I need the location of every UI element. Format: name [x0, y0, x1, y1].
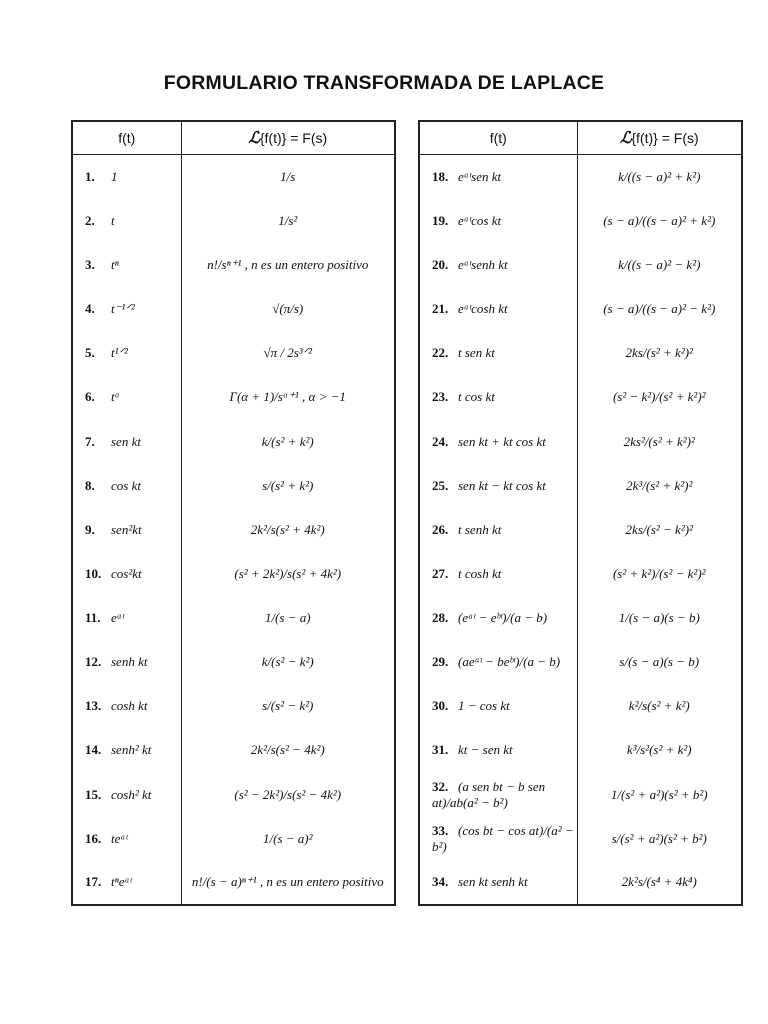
table-row [72, 773, 395, 817]
function-cell [419, 155, 577, 199]
table-row [419, 155, 742, 199]
table-row [419, 331, 742, 375]
header-laplace [577, 121, 742, 155]
function-expression: teᵃᵗ [111, 830, 128, 846]
transform-cell [577, 508, 742, 552]
function-expression: t⁻¹ᐟ² [111, 301, 135, 317]
transform-expression: Γ(α + 1)/sᵅ⁺¹ , α > −1 [229, 389, 346, 405]
row-number: 8. [85, 477, 95, 493]
table-row [72, 375, 395, 419]
function-cell [419, 331, 577, 375]
function-cell [72, 331, 181, 375]
transform-cell [181, 596, 395, 640]
transform-expression: 2ks/(s² − k²)² [625, 521, 693, 537]
function-expression: eᵃᵗcos kt [458, 212, 502, 228]
function-cell [72, 596, 181, 640]
table-row [419, 243, 742, 287]
transform-cell [181, 199, 395, 243]
row-number: 33. [432, 822, 449, 838]
function-cell [419, 728, 577, 772]
function-cell [72, 773, 181, 817]
transform-expression: (s − a)/((s − a)² − k²) [603, 301, 716, 317]
function-cell [72, 508, 181, 552]
row-number: 21. [432, 301, 449, 317]
table-row [72, 199, 395, 243]
transform-expression: k/(s² + k²) [261, 433, 314, 449]
transform-expression: 2k³/(s² + k²)² [626, 477, 693, 493]
table-row [72, 640, 395, 684]
function-expression: sen kt + kt cos kt [458, 433, 546, 449]
function-expression: cosh² kt [111, 786, 152, 802]
function-cell [419, 861, 577, 905]
transform-expression: 2k²/s(s² + 4k²) [250, 521, 325, 537]
function-cell [419, 552, 577, 596]
row-number: 32. [432, 778, 449, 794]
function-expression: sen kt − kt cos kt [458, 477, 546, 493]
row-number: 10. [85, 565, 102, 581]
transform-expression: √π / 2s³ᐟ² [263, 345, 313, 361]
function-cell [419, 773, 577, 817]
transform-expression: n!/sⁿ⁺¹ , n es un entero positivo [207, 256, 369, 272]
function-cell [419, 419, 577, 463]
function-cell [72, 243, 181, 287]
transform-cell [577, 243, 742, 287]
function-expression: cos²kt [111, 565, 142, 581]
transform-expression: 1/(s − a)² [263, 830, 313, 846]
function-cell [419, 596, 577, 640]
function-cell [72, 552, 181, 596]
table-row [419, 419, 742, 463]
transform-cell [577, 773, 742, 817]
transform-cell [181, 728, 395, 772]
function-expression: sen kt [111, 433, 141, 449]
function-cell [72, 155, 181, 199]
transform-cell [181, 684, 395, 728]
table-row [72, 464, 395, 508]
row-number: 22. [432, 345, 449, 361]
transform-expression: (s² + k²)/(s² − k²)² [612, 565, 706, 581]
transform-expression: 2ks²/(s² + k²)² [623, 433, 695, 449]
table-row [72, 596, 395, 640]
transform-expression: k³/s²(s² + k²) [626, 742, 692, 758]
row-number: 11. [85, 610, 101, 626]
function-cell [72, 728, 181, 772]
table-row [419, 596, 742, 640]
function-expression: tⁿeᵃᵗ [111, 874, 132, 890]
function-expression: t cosh kt [458, 565, 502, 581]
transform-cell [181, 861, 395, 905]
function-expression: (a sen bt − b sen at)/ab(a² − b²) [432, 778, 546, 810]
laplace-table-left [71, 120, 396, 906]
transform-expression: 2k²/s(s² − 4k²) [250, 742, 325, 758]
function-cell [419, 464, 577, 508]
function-cell [72, 817, 181, 861]
function-cell [419, 508, 577, 552]
function-expression: t senh kt [458, 521, 502, 537]
function-expression: (aeᵃᵗ − beᵇᵗ)/(a − b) [458, 654, 561, 670]
header-laplace-text: {f(t)} = F(s) [259, 130, 328, 147]
transform-cell [577, 331, 742, 375]
row-number: 6. [85, 389, 95, 405]
table-row [419, 817, 742, 861]
transform-expression: (s² − k²)/(s² + k²)² [612, 389, 706, 405]
transform-cell [577, 817, 742, 861]
row-number: 27. [432, 565, 449, 581]
table-row [72, 508, 395, 552]
function-expression: sen kt senh kt [458, 874, 528, 890]
table-row [419, 684, 742, 728]
transform-cell [181, 419, 395, 463]
transform-cell [577, 684, 742, 728]
table-row [72, 728, 395, 772]
function-cell [419, 640, 577, 684]
transform-cell [577, 464, 742, 508]
transform-expression: 1/(s − a)(s − b) [618, 610, 700, 626]
transform-cell [181, 331, 395, 375]
function-cell [72, 419, 181, 463]
function-expression: tⁿ [111, 256, 119, 272]
row-number: 16. [85, 830, 102, 846]
transform-expression: k/(s² − k²) [261, 654, 314, 670]
row-number: 15. [85, 786, 102, 802]
transform-expression: s/(s² + k²) [262, 477, 314, 493]
table-header-row [72, 121, 395, 155]
function-cell [72, 287, 181, 331]
function-expression: cosh kt [111, 698, 148, 714]
table-row [419, 552, 742, 596]
table-row [72, 331, 395, 375]
table-row [419, 728, 742, 772]
row-number: 4. [85, 301, 95, 317]
transform-cell [577, 640, 742, 684]
header-ft: f(t) [419, 121, 577, 155]
function-cell [419, 243, 577, 287]
transform-cell [181, 243, 395, 287]
row-number: 7. [85, 433, 95, 449]
function-cell [419, 375, 577, 419]
table-row [72, 243, 395, 287]
transform-expression: 1/(s − a) [264, 610, 311, 626]
function-cell [419, 287, 577, 331]
function-cell [419, 199, 577, 243]
transform-expression: 1/s [280, 168, 296, 184]
row-number: 20. [432, 256, 449, 272]
transform-expression: (s − a)/((s − a)² + k²) [603, 212, 716, 228]
row-number: 19. [432, 212, 449, 228]
function-expression: t cos kt [458, 389, 495, 405]
row-number: 13. [85, 698, 102, 714]
table-row [72, 817, 395, 861]
row-number: 23. [432, 389, 449, 405]
transform-expression: s/(s² − k²) [262, 698, 314, 714]
row-number: 31. [432, 742, 449, 758]
function-expression: cos kt [111, 477, 141, 493]
function-expression: kt − sen kt [458, 742, 513, 758]
table-row [419, 508, 742, 552]
transform-expression: 1/s² [278, 212, 298, 228]
transform-cell [181, 464, 395, 508]
transform-cell [577, 728, 742, 772]
transform-expression: s/(s² + a²)(s² + b²) [611, 830, 707, 846]
table-row [72, 419, 395, 463]
table-row [72, 552, 395, 596]
function-expression: eᵃᵗcosh kt [458, 301, 508, 317]
row-number: 17. [85, 874, 102, 890]
transform-cell [577, 155, 742, 199]
row-number: 5. [85, 345, 95, 361]
transform-expression: k²/s(s² + k²) [628, 698, 690, 714]
function-cell [72, 199, 181, 243]
transform-cell [577, 596, 742, 640]
function-cell [72, 640, 181, 684]
header-laplace-text: {f(t)} = F(s) [631, 130, 699, 147]
table-row [72, 861, 395, 905]
transform-cell [577, 552, 742, 596]
function-cell [419, 817, 577, 861]
function-expression: tᵅ [111, 389, 120, 405]
row-number: 24. [432, 433, 449, 449]
row-number: 26. [432, 521, 449, 537]
transform-expression: n!/(s − a)ⁿ⁺¹ , n es un entero positivo [191, 874, 384, 890]
function-cell [72, 464, 181, 508]
transform-cell [577, 199, 742, 243]
transform-cell [181, 155, 395, 199]
transform-cell [577, 287, 742, 331]
transform-expression: s/(s − a)(s − b) [619, 654, 700, 670]
row-number: 18. [432, 168, 449, 184]
transform-expression: √(π/s) [272, 301, 304, 317]
function-expression: eᵃᵗ [111, 610, 125, 626]
table-row [72, 287, 395, 331]
table-row [419, 773, 742, 817]
function-cell [72, 861, 181, 905]
function-expression: sen²kt [111, 521, 142, 537]
row-number: 28. [432, 610, 449, 626]
transform-expression: k/((s − a)² − k²) [618, 256, 701, 272]
function-expression: (eᵃᵗ − eᵇᵗ)/(a − b) [458, 610, 548, 626]
transform-cell [577, 419, 742, 463]
row-number: 9. [85, 521, 95, 537]
table-row [419, 640, 742, 684]
function-expression: t sen kt [458, 345, 495, 361]
table-row [419, 199, 742, 243]
transform-cell [181, 287, 395, 331]
row-number: 12. [85, 654, 102, 670]
function-expression: t¹ᐟ² [111, 345, 128, 361]
row-number: 34. [432, 874, 449, 890]
function-expression: eᵃᵗsen kt [458, 168, 502, 184]
transform-expression: 2ks/(s² + k²)² [625, 345, 693, 361]
transform-expression: k/((s − a)² + k²) [618, 168, 701, 184]
transform-expression: (s² + 2k²)/s(s² + 4k²) [234, 565, 342, 581]
laplace-symbol: ℒ [619, 130, 632, 148]
table-row [419, 861, 742, 905]
transform-cell [181, 817, 395, 861]
transform-cell [577, 861, 742, 905]
page-title: FORMULARIO TRANSFORMADA DE LAPLACE [163, 72, 605, 94]
function-expression: 1 − cos kt [458, 698, 510, 714]
laplace-table-right [418, 120, 743, 906]
function-expression: t [111, 212, 115, 228]
transform-expression: 2k²s/(s⁴ + 4k⁴) [621, 874, 697, 890]
transform-expression: 1/(s² + a²)(s² + b²) [610, 786, 708, 802]
function-expression: 1 [111, 168, 118, 184]
transform-cell [181, 375, 395, 419]
header-ft: f(t) [72, 121, 181, 155]
table-row [72, 155, 395, 199]
table-row [419, 375, 742, 419]
table-row [72, 684, 395, 728]
function-cell [72, 375, 181, 419]
table-header-row [419, 121, 742, 155]
table-row [419, 464, 742, 508]
header-laplace [181, 121, 395, 155]
transform-cell [577, 375, 742, 419]
row-number: 25. [432, 477, 449, 493]
table-row [419, 287, 742, 331]
row-number: 14. [85, 742, 102, 758]
laplace-symbol: ℒ [248, 130, 260, 148]
row-number: 2. [85, 212, 95, 228]
row-number: 3. [85, 256, 95, 272]
row-number: 29. [432, 654, 449, 670]
transform-cell [181, 508, 395, 552]
transform-cell [181, 773, 395, 817]
transform-cell [181, 640, 395, 684]
function-cell [419, 684, 577, 728]
function-expression: eᵃᵗsenh kt [458, 256, 508, 272]
function-expression: senh kt [111, 654, 148, 670]
function-expression: senh² kt [111, 742, 152, 758]
row-number: 1. [85, 168, 95, 184]
function-expression: (cos bt − cos at)/(a² − b²) [432, 822, 574, 854]
function-cell [72, 684, 181, 728]
row-number: 30. [432, 698, 449, 714]
transform-cell [181, 552, 395, 596]
transform-expression: (s² − 2k²)/s(s² − 4k²) [234, 786, 342, 802]
